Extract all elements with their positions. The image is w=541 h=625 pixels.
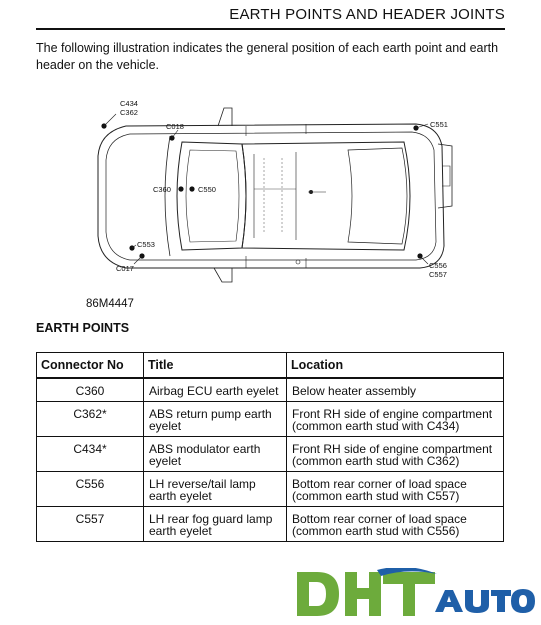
figure-id: 86M4447 xyxy=(86,298,134,310)
intro-paragraph: The following illustration indicates the general position of each earth point and earth header on the vehicle. xyxy=(36,41,499,72)
label-c557: C557 xyxy=(429,270,447,279)
label-c360: C360 xyxy=(153,185,171,194)
vehicle-body-inner xyxy=(106,132,436,260)
cell-location: Front RH side of engine compartment (common earth stud with C362) xyxy=(287,437,504,472)
table-row xyxy=(37,472,504,507)
page-title: EARTH POINTS AND HEADER JOINTS xyxy=(229,6,505,23)
label-c551: C551 xyxy=(430,120,448,129)
cell-title: ABS modulator earth eyelet xyxy=(144,437,287,472)
cell-location: Bottom rear corner of load space (common earth stud with C556) xyxy=(287,507,504,542)
right-mirror xyxy=(214,268,232,282)
label-c362: C362 xyxy=(120,108,138,117)
cell-connector: C556 xyxy=(37,472,144,507)
cell-title: LH rear fog guard lamp earth eyelet xyxy=(144,507,287,542)
windscreen-inner xyxy=(186,150,239,242)
bonnet-line xyxy=(165,136,170,256)
windscreen xyxy=(177,142,246,250)
cell-connector: C360 xyxy=(37,378,144,402)
cell-location: Below heater assembly xyxy=(287,378,504,402)
label-c556: C556 xyxy=(429,261,447,270)
table-row xyxy=(37,507,504,542)
label-c550: C550 xyxy=(198,185,216,194)
header-title: Title xyxy=(144,353,287,379)
roof-outline xyxy=(242,142,410,250)
table-header-row xyxy=(37,353,504,379)
cell-title: ABS return pump earth eyelet xyxy=(144,402,287,437)
label-c553: C553 xyxy=(137,240,155,249)
point-c550 xyxy=(189,186,194,191)
header-rule xyxy=(36,28,505,30)
cell-connector: C362* xyxy=(37,402,144,437)
cell-location: Bottom rear corner of load space (common earth stud with C557) xyxy=(287,472,504,507)
cell-title: Airbag ECU earth eyelet xyxy=(144,378,287,402)
rear-window xyxy=(348,148,407,244)
table-row xyxy=(37,437,504,472)
vehicle-earth-points-diagram xyxy=(86,96,458,296)
cell-location: Front RH side of engine compartment (common earth stud with C434) xyxy=(287,402,504,437)
point-c360 xyxy=(178,186,183,191)
header-location: Location xyxy=(287,353,504,379)
label-c018: C018 xyxy=(166,122,184,131)
earth-points-table xyxy=(36,352,504,542)
section-heading: EARTH POINTS xyxy=(36,321,130,335)
point-c551 xyxy=(413,125,418,130)
label-c017: C017 xyxy=(116,264,134,273)
table-row xyxy=(37,378,504,402)
table-row xyxy=(37,402,504,437)
cell-connector: C434* xyxy=(37,437,144,472)
label-c434: C434 xyxy=(120,99,138,108)
cell-title: LH reverse/tail lamp earth eyelet xyxy=(144,472,287,507)
dht-auto-logo xyxy=(295,568,535,620)
left-mirror xyxy=(218,108,232,126)
cell-connector: C557 xyxy=(37,507,144,542)
header-connector: Connector No xyxy=(37,353,144,379)
